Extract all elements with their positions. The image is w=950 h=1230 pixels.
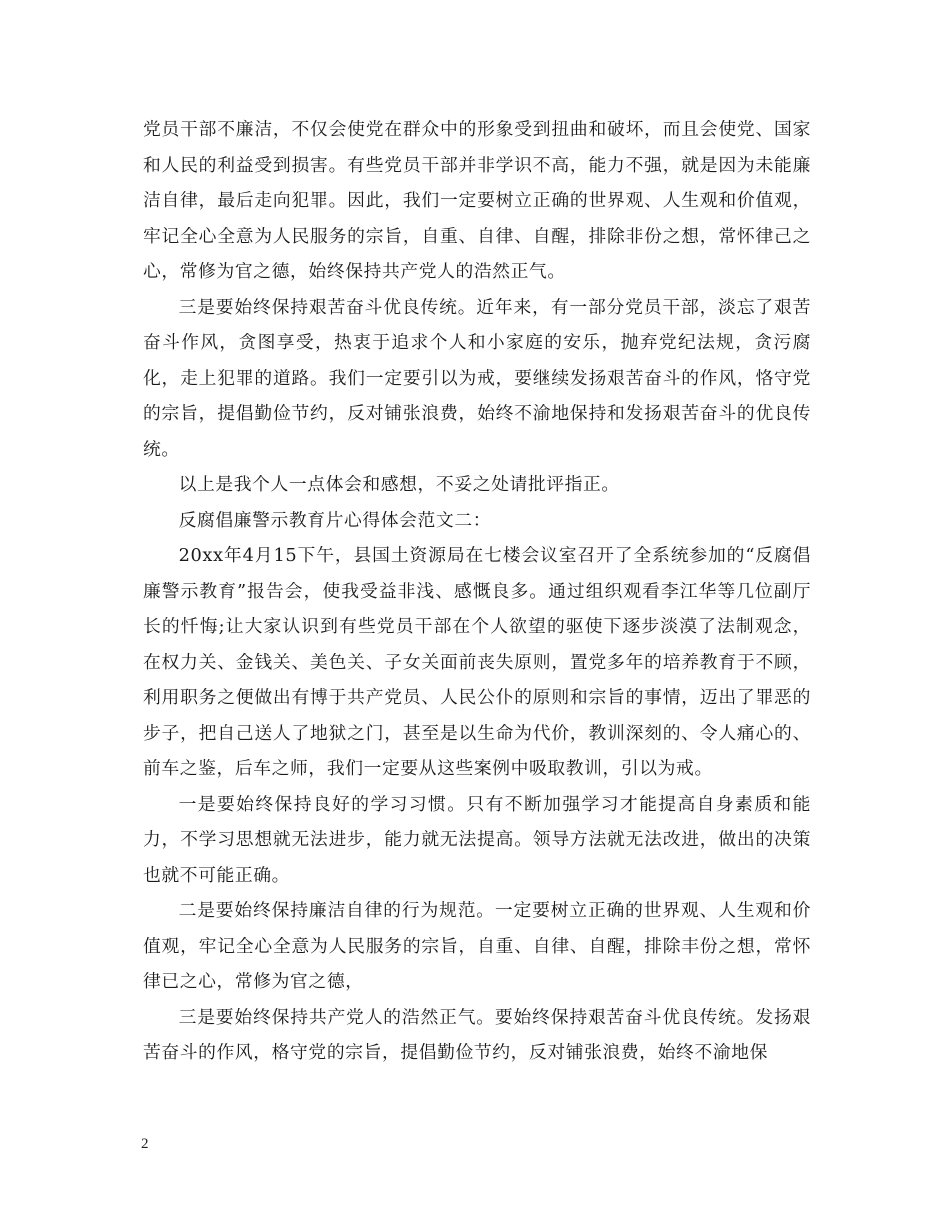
body-text [143, 112, 811, 1071]
paragraph: 三是要始终保持艰苦奋斗优良传统。近年来，有一部分党员干部，淡忘了艰苦奋斗作风，贪图享受，热衷于追求个人和小家庭的安乐，抛弃党纪法规，贪污腐化，走上犯罪的道路。我们一定要引以为戒，要继续发扬艰苦奋斗的作风，恪守党的宗旨，提倡勤俭节约，反对铺张浪费，始终不渝地保持和发扬艰苦奋斗的优良传统。 [143, 296, 811, 460]
paragraph: 以上是我个人一点体会和感想，不妥之处请批评指正。 [178, 474, 620, 495]
paragraph: 20xx年4月15下午，县国土资源局在七楼会议室召开了全系统参加的“反腐倡廉警示教育”报告会，使我受益非浅、感慨良多。通过组织观看李江华等几位副厅长的忏悔;让大家认识到有些党员干部在个人欲望的驱使下逐步淡漠了法制观念，在权力关、金钱关、美色关、子女关面前丧失原则，置党多年的培养教育于不顾，利用职务之便做出有博于共产党员、人民公仆的原则和宗旨的事情，迈出了罪恶的步子，把自己送人了地狱之门，甚至是以生命为代价，教训深刻的、令人痛心的、前车之鉴，后车之师，我们一定要从这些案例中吸取教训，引以为戒。 [143, 545, 811, 779]
paragraph: 反腐倡廉警示教育片心得体会范文二： [178, 509, 492, 531]
paragraph: 一是要始终保持良好的学习习惯。只有不断加强学习才能提高自身素质和能力，不学习思想就无法进步，能力就无法提高。领导方法就无法改进，做出的决策也就不可能正确。 [143, 793, 811, 886]
page-number: 2 [141, 1136, 149, 1152]
paragraph: 党员干部不廉洁，不仅会使党在群众中的形象受到扭曲和破坏，而且会使党、国家和人民的利益受到损害。有些党员干部并非学识不高，能力不强，就是因为未能廉洁自律，最后走向犯罪。因此，我们一定要树立正确的世界观、人生观和价值观，牢记全心全意为人民服务的宗旨，自重、自律、自醒，排除非份之想，常怀律己之心，常修为官之德，始终保持共产党人的浩然正气。 [143, 119, 811, 282]
paragraph: 三是要始终保持共产党人的浩然正气。要始终保持艰苦奋斗优良传统。发扬艰苦奋斗的作风，格守党的宗旨，提倡勤俭节约，反对铺张浪费，始终不渝地保 [143, 1006, 811, 1063]
paragraph: 二是要始终保持廉洁自律的行为规范。一定要树立正确的世界观、人生观和价值观，牢记全心全意为人民服务的宗旨，自重、自律、自醒，排除丰份之想，常怀律已之心，常修为官之德， [143, 900, 811, 992]
